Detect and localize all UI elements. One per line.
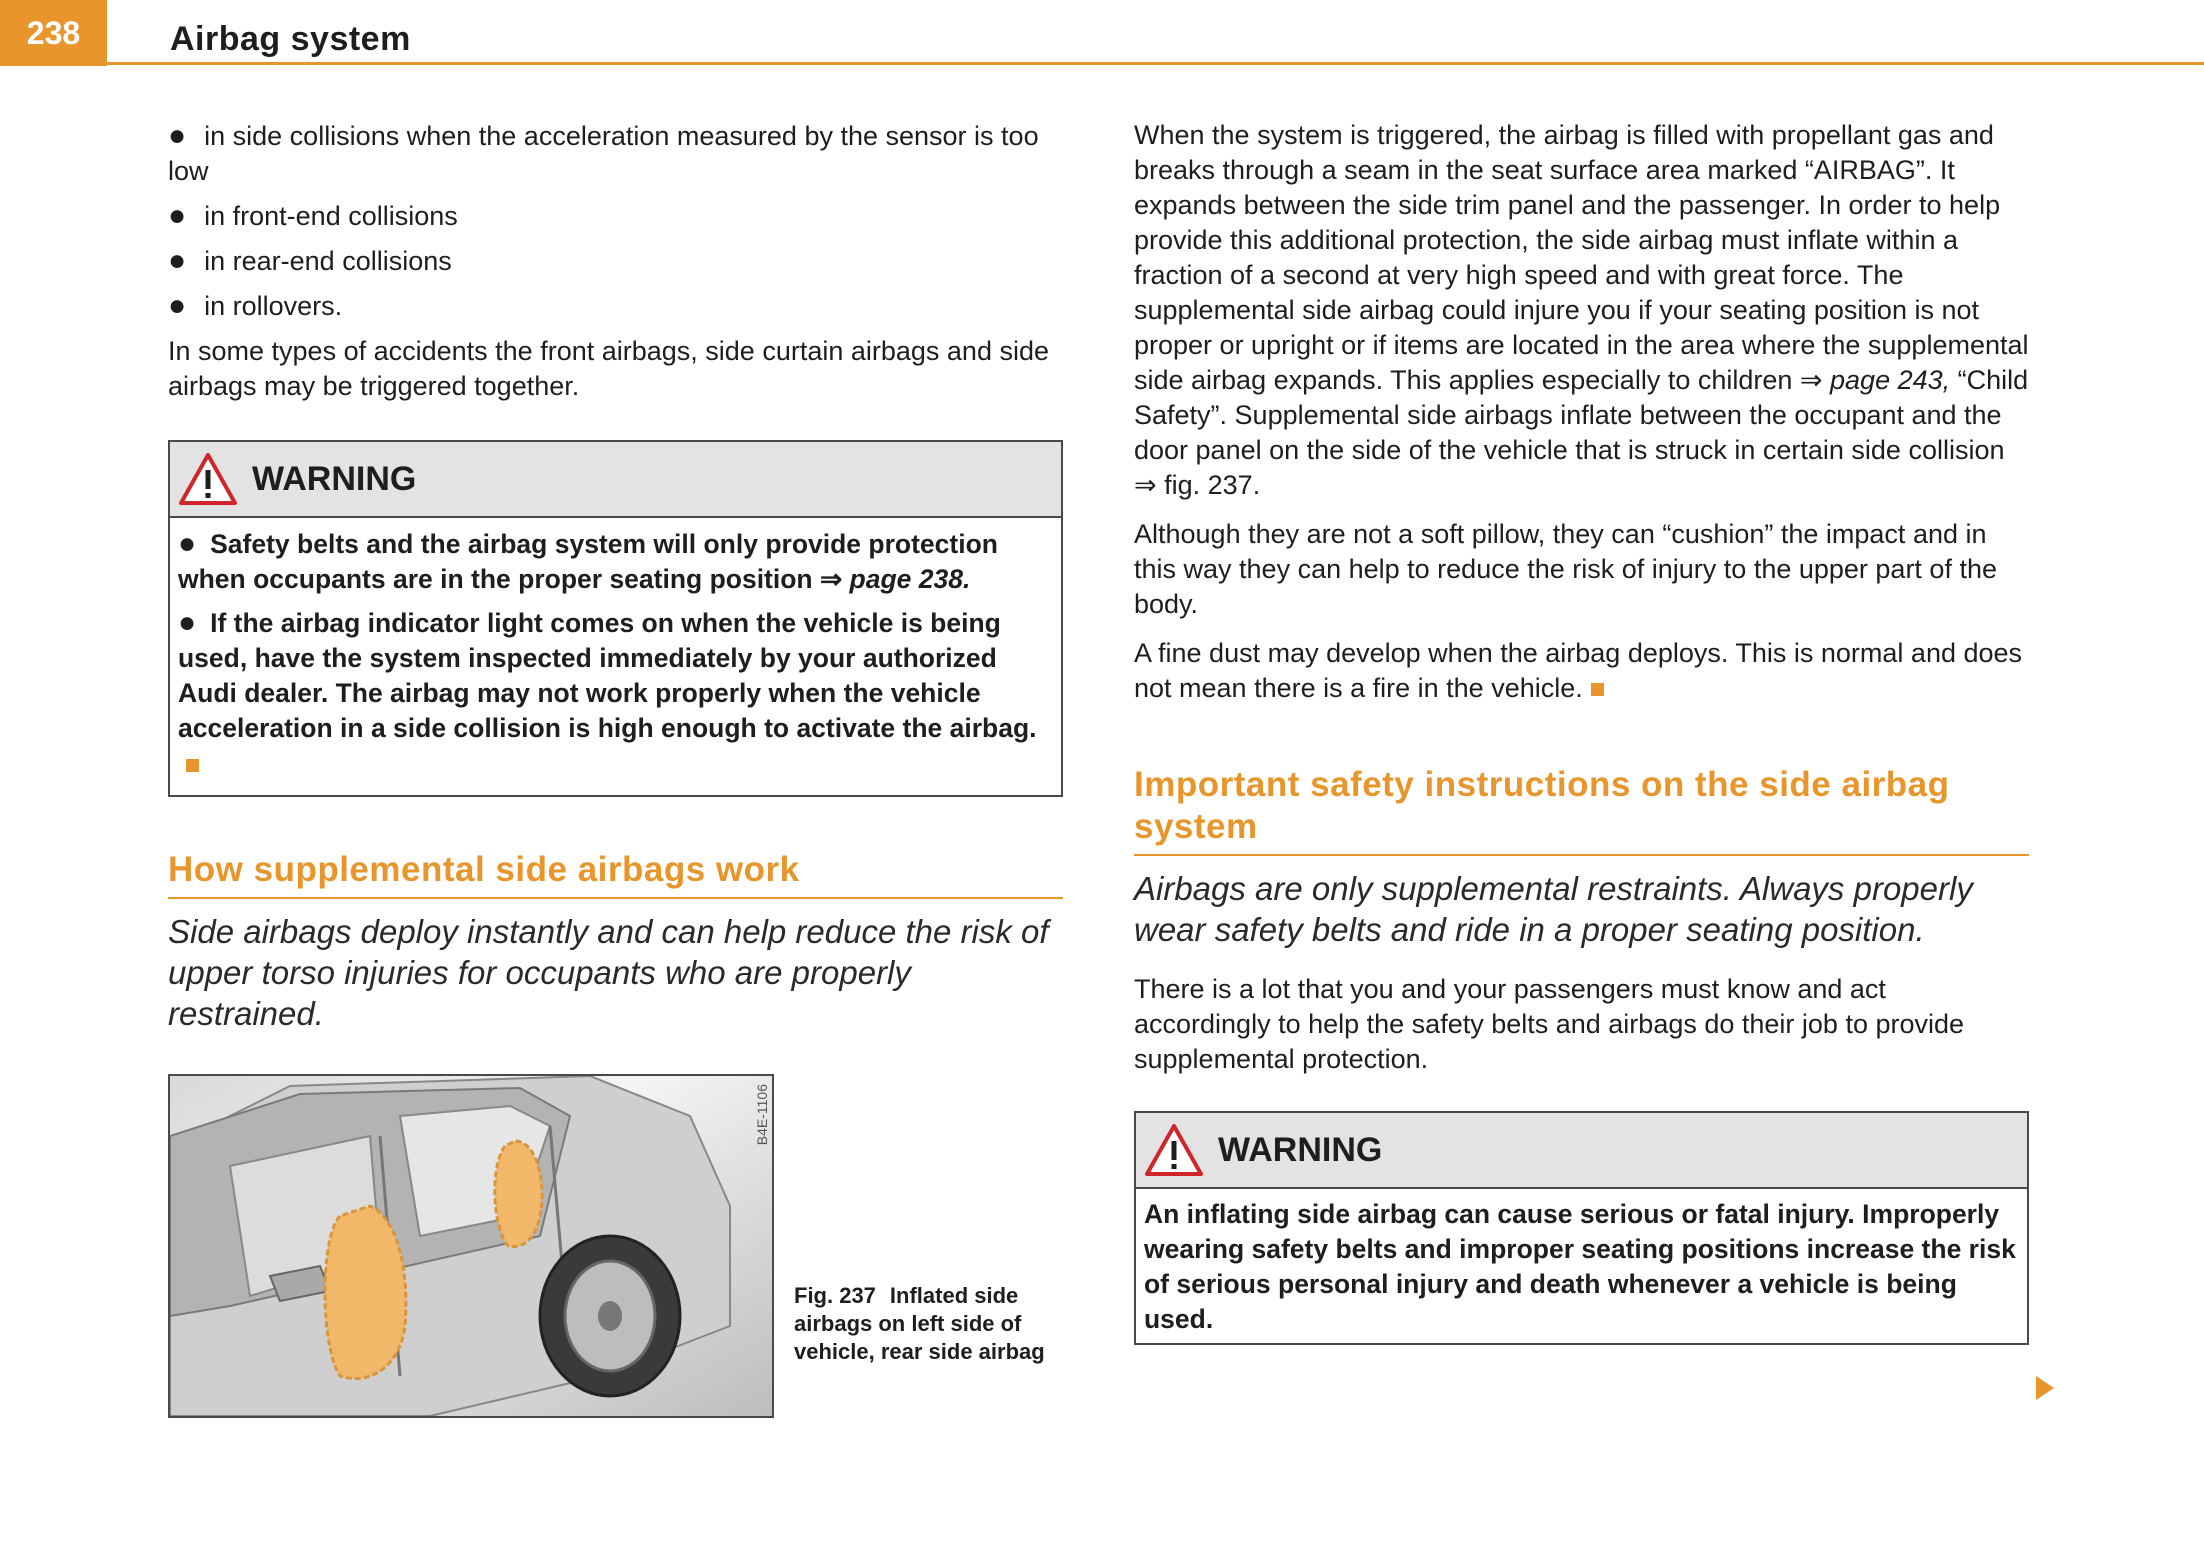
warning-item: ● Safety belts and the airbag system will only provide protection when occupants are in the proper seating position ⇒ page 238. [178,527,998,594]
warning-triangle-icon [1144,1123,1204,1177]
collision-bullet-list [168,118,1063,324]
list-item: ● in front-end collisions [168,199,458,232]
warning-item: ● If the airbag indicator light comes on when the vehicle is being used, have the system inspected immediately by your authorized Audi dealer. The airbag may not work properly when the vehicle acceleration in a side collision is high enough to activate the airbag. [178,605,1053,781]
warning-text: An inflating side airbag can cause serious or fatal injury. Improperly wearing safety belts and improper seating positions increase the risk of serious personal injury and death whenever a vehicle is being used. [1144,1199,2016,1334]
warning-title: WARNING [1218,1130,1383,1169]
list-item: ● in rollovers. [168,289,343,322]
section-title: How supplemental side airbags work [168,849,1063,899]
bullet-icon: ● [178,606,197,639]
page-title: Airbag system [170,20,411,58]
figure-237-image [168,1074,774,1418]
bullet-icon: ● [168,244,187,277]
page-number: 238 [0,0,107,66]
section-lead: Airbags are only supplemental restraints. Always properly wear safety belts and ride in a proper seating position. [1134,870,1973,948]
end-of-section-icon [1591,683,1604,696]
figure-caption [794,1282,1054,1366]
warning-triangle-icon [178,452,238,506]
warning-body [170,518,1061,795]
front-side-airbag-icon [325,1206,406,1379]
paragraph: A fine dust may develop when the airbag deploys. This is normal and does not mean there is a fire in the vehicle. [1134,638,2023,703]
bullet-icon: ● [168,119,187,152]
next-page-arrow-icon[interactable] [2036,1376,2054,1400]
warning-body [1136,1189,2027,1343]
warning-box [1134,1111,2029,1345]
page-reference-link[interactable]: page 243, [1830,365,1951,395]
bullet-icon: ● [178,527,197,560]
header-rule [107,62,2204,65]
paragraph: In some types of accidents the front airbags, side curtain airbags and side airbags may be triggered together. [168,336,1049,401]
list-item: ● in rear-end collisions [168,244,452,277]
end-of-section-icon [186,759,199,772]
figure-caption-text: Inflated side airbags on left side of vehicle, rear side airbag [794,1283,1045,1364]
right-column [1134,118,2029,1345]
warning-header [170,442,1061,518]
bullet-icon: ● [168,199,187,232]
section-lead: Side airbags deploy instantly and can help reduce the risk of upper torso injuries for occupants who are properly restrained. [168,913,1049,1032]
warning-box [168,440,1063,797]
car-illustration [170,1076,772,1416]
paragraph: When the system is triggered, the airbag is filled with propellant gas and breaks through a seam in the seat surface area marked “AIRBAG”. It expands between the side trim panel and the passenger. In order to help provide this additional protection, the side airbag must inflate within a fraction of a second at very high speed and with great force. The supplemental side airbag could injure you if your seating position is not proper or upright or if items are located in the area where the supplemental side airbag expands. This applies especially to children ⇒ page 243, “Child Safety”. Supplemental side airbags inflate between the occupant and the door panel on the side of the vehicle that is struck in certain side collision ⇒ fig. 237. [1134,120,2029,500]
warning-title: WARNING [252,459,417,498]
paragraph: There is a lot that you and your passengers must know and act accordingly to help the safety belts and airbags do their job to provide supplemental protection. [1134,974,1965,1074]
page-header [0,0,2204,66]
list-item: ● in side collisions when the acceleration measured by the sensor is too low [168,119,1039,186]
page-reference-link[interactable]: page 238. [849,564,971,594]
left-column [168,118,1063,1418]
figure-number: Fig. 237 [794,1283,876,1308]
paragraph: Although they are not a soft pillow, they can “cushion” the impact and in this way they can help to reduce the risk of injury to the upper part of the body. [1134,519,1997,619]
bullet-icon: ● [168,289,187,322]
figure-code: B4E-1106 [754,1084,770,1146]
warning-header [1136,1113,2027,1189]
section-title: Important safety instructions on the side airbag system [1134,764,2029,856]
